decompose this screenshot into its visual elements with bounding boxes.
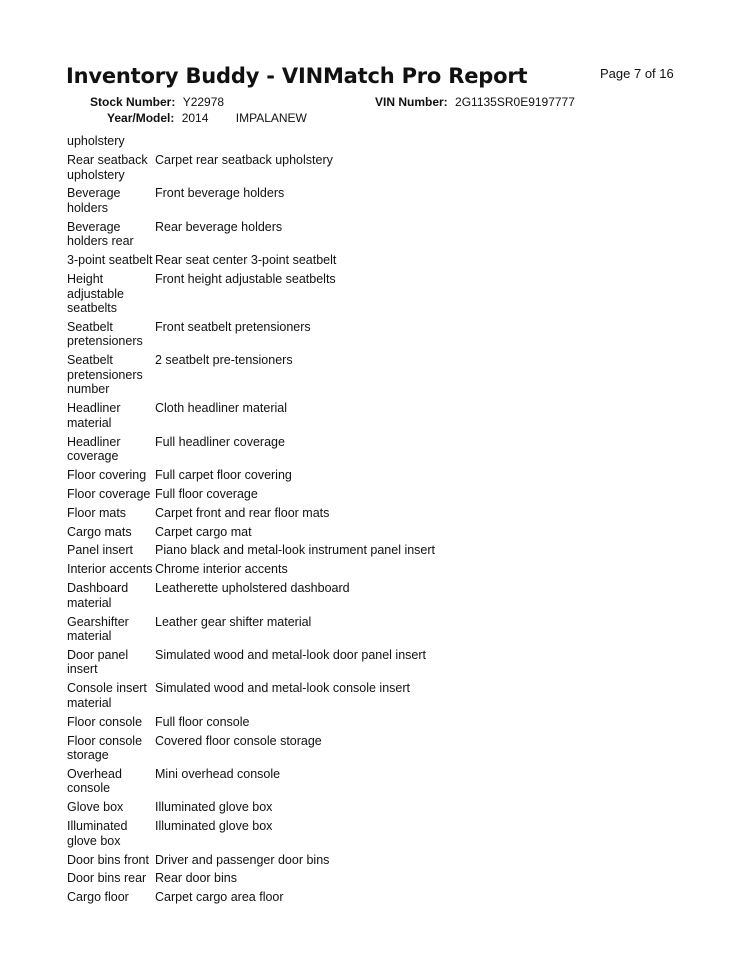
table-row [67,218,727,251]
table-row [67,850,727,869]
feature-name: Headliner material [67,401,121,430]
feature-description: Covered floor console storage [155,733,322,748]
feature-description: Leatherette upholstered dashboard [155,581,350,596]
feature-name: Floor console storage [67,733,143,763]
stock-number-value: Y22978 [182,95,225,109]
feature-name: Floor mats [67,505,127,520]
feature-description: 2 seatbelt pre-tensioners [155,353,293,368]
feature-description: Full headliner coverage [155,434,285,449]
table-row [67,504,727,523]
feature-name: Seatbelt pretensioners number [67,353,143,397]
year-value: 2014 [181,111,209,125]
feature-table [67,132,727,907]
feature-description: Cloth headliner material [155,401,288,416]
feature-name: 3-point seatbelt [67,253,153,268]
feature-description: Carpet front and rear floor mats [155,505,330,520]
feature-name: Glove box [67,800,124,815]
feature-name: Rear seatback upholstery [67,153,148,182]
table-row [67,251,727,270]
stock-number [90,95,224,109]
stock-number-label: Stock Number: [90,95,176,109]
table-row [67,765,727,798]
feature-name: Floor coverage [67,486,151,501]
feature-name: Console insert material [67,681,147,710]
table-row [67,646,727,679]
table-row [67,432,727,465]
table-row [67,560,727,579]
feature-description: Simulated wood and metal-look console insert [155,681,410,696]
table-row [67,541,727,560]
continued-text: upholstery [67,134,125,149]
table-row [67,713,727,732]
feature-name: Seatbelt pretensioners [67,319,143,349]
table-row [67,151,727,184]
feature-description: Illuminated glove box [155,800,273,815]
feature-description: Full floor coverage [155,486,258,501]
table-row [67,579,727,612]
feature-name: Overhead console [67,766,122,796]
feature-name: Headliner coverage [67,434,121,464]
feature-description: Rear door bins [155,871,237,886]
feature-description: Full floor console [155,714,250,729]
feature-name: Door bins front [67,852,149,867]
feature-description: Rear seat center 3-point seatbelt [155,253,337,268]
table-row [67,485,727,504]
feature-description: Mini overhead console [155,766,281,781]
feature-description: Rear beverage holders [155,219,283,234]
year-model-label: Year/Model: [107,111,175,125]
feature-name: Beverage holders rear [67,219,134,249]
feature-name: Dashboard material [67,581,129,610]
feature-description: Simulated wood and metal-look door panel insert [155,647,426,662]
feature-description: Illuminated glove box [155,819,273,834]
table-row [67,869,727,888]
feature-description: Carpet cargo area floor [155,890,284,905]
feature-description: Driver and passenger door bins [155,852,330,867]
page-number: Page 7 of 16 [600,66,674,81]
feature-name: Interior accents [67,562,153,577]
report-title: Inventory Buddy - VINMatch Pro Report [66,64,528,88]
feature-description: Front beverage holders [155,186,285,201]
table-row [67,466,727,485]
feature-description: Carpet rear seatback upholstery [155,153,333,168]
feature-name: Beverage holders [67,186,121,215]
vin-number-label: VIN Number: [375,95,448,109]
table-row [67,351,727,399]
feature-description: Piano black and metal-look instrument panel insert [155,543,436,558]
feature-name: Floor covering [67,467,147,482]
feature-description: Carpet cargo mat [155,524,252,539]
feature-name: Floor console [67,714,143,729]
feature-description: Chrome interior accents [155,562,288,577]
table-row [67,888,727,907]
feature-name: Cargo floor [67,890,129,905]
feature-name: Panel insert [67,543,134,558]
feature-name: Height adjustable seatbelts [67,272,124,316]
table-row [67,798,727,817]
table-row [67,399,727,432]
feature-name: Gearshifter material [67,614,129,644]
feature-name: Door bins rear [67,871,147,886]
table-row [67,679,727,712]
feature-description: Full carpet floor covering [155,467,292,482]
feature-description: Leather gear shifter material [155,614,312,629]
vin-number-value: 2G1135SR0E9197777 [455,95,575,109]
feature-description: Front seatbelt pretensioners [155,319,311,334]
feature-description: Front height adjustable seatbelts [155,272,336,287]
continued-row [67,132,727,151]
table-row [67,318,727,351]
table-row [67,522,727,541]
vin-number [375,95,575,109]
feature-name: Door panel insert [67,647,129,677]
feature-name: Cargo mats [67,524,132,539]
table-row [67,817,727,850]
year-model [107,111,307,125]
table-row [67,270,727,318]
model-value: IMPALANEW [235,111,307,125]
table-row [67,612,727,645]
feature-name: Illuminated glove box [67,819,128,848]
table-row [67,184,727,217]
table-row [67,731,727,764]
